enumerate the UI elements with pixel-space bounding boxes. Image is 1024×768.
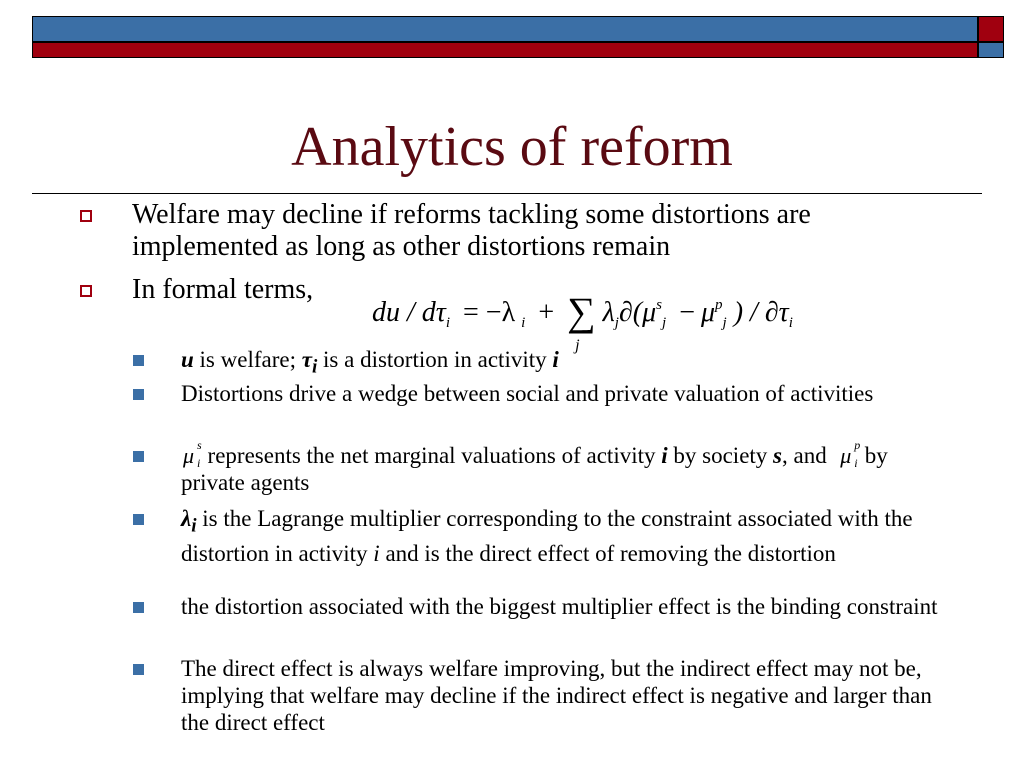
formula-mu-p-sub: j (722, 315, 727, 331)
square-bullet-icon (133, 602, 144, 613)
title-divider (32, 193, 982, 194)
formula-mu-p: μ (700, 297, 716, 328)
header-bar-blue (32, 16, 978, 42)
square-bullet-icon (133, 664, 144, 675)
summation-sub: j (575, 337, 580, 354)
formula-close-sub: i (788, 315, 793, 331)
mu-p-symbol: μ p i (840, 438, 861, 470)
sub-bullet-welfare-definition: u is welfare; $\tau_i$ is a distortion in activity i (181, 347, 559, 378)
formula-lhs: du / dτ (372, 297, 446, 328)
hollow-square-bullet-icon (80, 210, 92, 222)
formula-mu-p-sup: p (715, 297, 723, 313)
formula-eq-sub: i (521, 315, 526, 331)
sub-bullet-direct-effect: The direct effect is always welfare improving, but the indirect effect may not be, implying that welfare may decline if the indirect effect is negative and larger than the direct effect (181, 656, 932, 735)
sub-bullet-lagrange: $\lambda_i$ is the Lagrange multiplier corresponding to the constraint associated with the distortion in activity i and is the direct effect of removing the distortion (181, 506, 913, 566)
square-bullet-icon (133, 514, 144, 525)
formula-partial-open: ∂(μ (618, 297, 657, 328)
mu-s-symbol: μ s i (183, 438, 202, 470)
summation-icon: ∑ j (567, 289, 596, 354)
square-bullet-icon (133, 389, 144, 400)
sub-bullet-valuations: μ s i represents the net marginal valuations of activity i by society s, and μ p i by private agents (181, 438, 888, 495)
formula-mu-s-sub: j (662, 315, 667, 331)
bullet-welfare: Welfare may decline if reforms tackling some distortions are implemented as long as other distortions remain (132, 199, 811, 262)
hollow-square-bullet-icon (80, 285, 92, 297)
header-square-blue (978, 42, 1004, 58)
formula-lambda: λ (602, 297, 615, 328)
header-bar-red (32, 42, 978, 58)
header-square-red (978, 16, 1004, 42)
bullet-formal-terms: In formal terms, (132, 274, 314, 305)
formula-close: ) / ∂τ (733, 297, 789, 328)
welfare-formula (372, 288, 793, 352)
sub-bullet-wedge: Distortions drive a wedge between social and private valuation of activities (181, 381, 874, 406)
sub-bullet-binding: the distortion associated with the biggest multiplier effect is the binding constraint (181, 594, 938, 619)
square-bullet-icon (133, 355, 144, 366)
formula-lhs-sub: i (445, 315, 450, 331)
formula-plus: + (538, 297, 555, 328)
square-bullet-icon (133, 451, 144, 462)
formula-lambda-sub: j (614, 315, 619, 331)
formula-eq: = −λ (462, 297, 516, 328)
formula-mu-s-sup: s (656, 297, 663, 313)
slide-title: Analytics of reform (291, 116, 733, 178)
formula-minus: − (679, 297, 695, 328)
